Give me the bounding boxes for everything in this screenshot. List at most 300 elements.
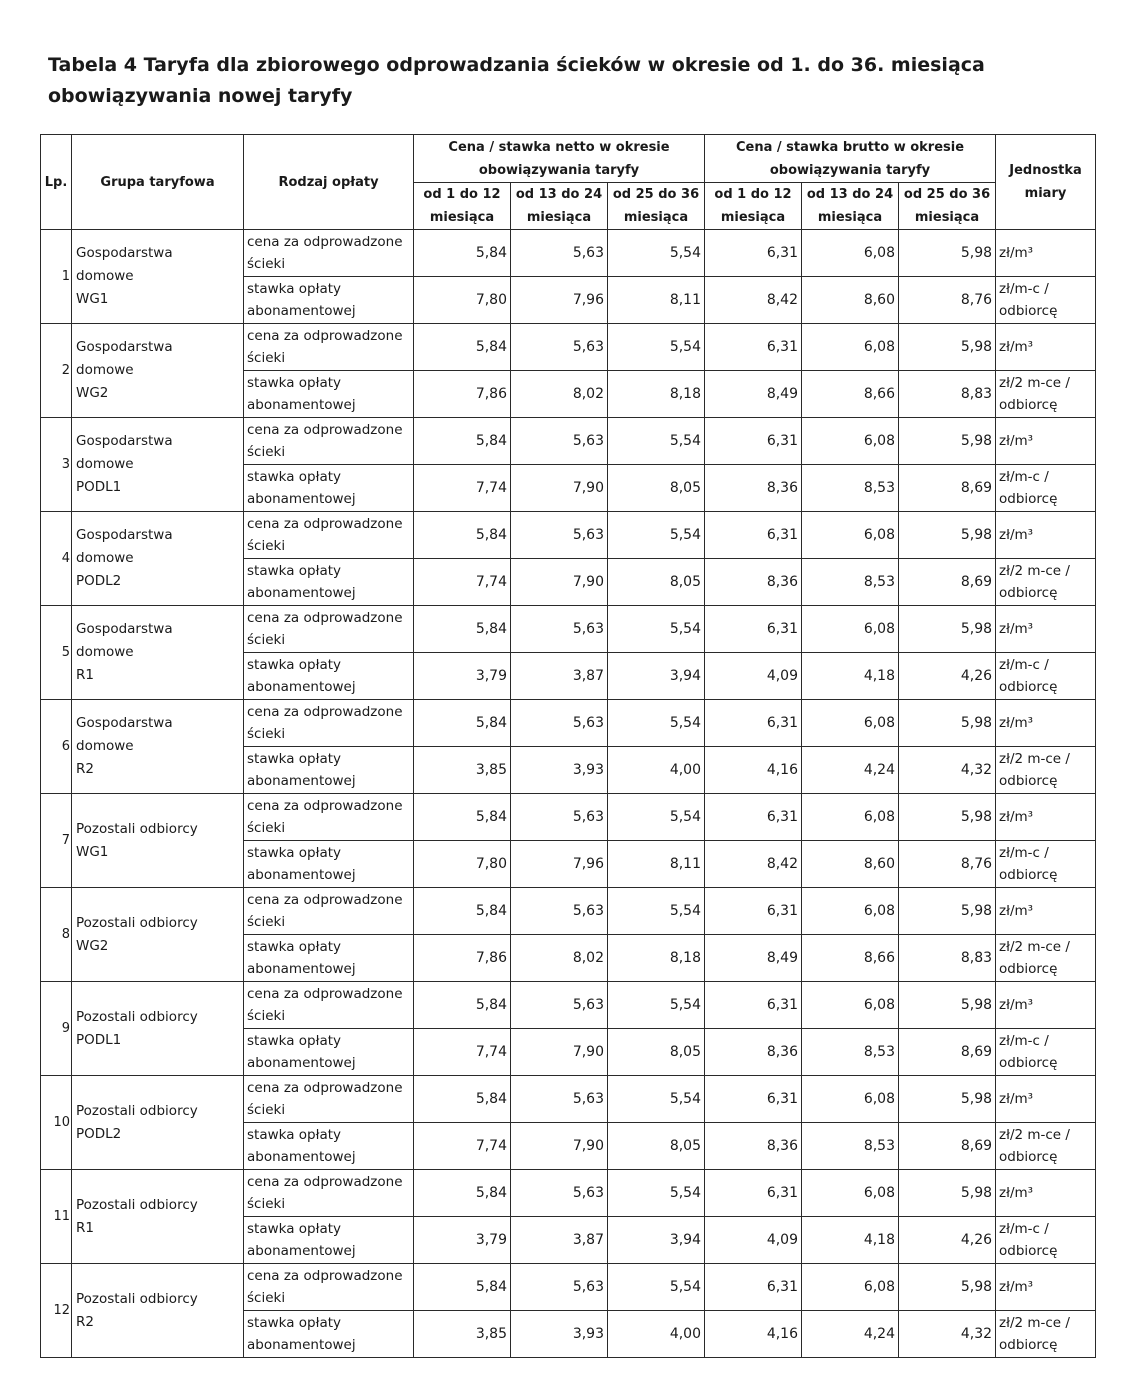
brutto-value: 6,31 — [705, 1076, 802, 1123]
netto-value: 5,63 — [511, 1264, 608, 1311]
unit-line: zł/m-c / — [999, 469, 1049, 485]
unit-line: odbiorcę — [999, 773, 1058, 789]
tariff-group — [72, 606, 244, 700]
brutto-value: 6,31 — [705, 888, 802, 935]
fee-type-line: cena za odprowadzone — [247, 234, 403, 250]
unit-line: zł/m³ — [999, 1091, 1034, 1107]
netto-value: 7,74 — [414, 465, 511, 512]
unit-line: odbiorcę — [999, 491, 1058, 507]
fee-type — [244, 888, 414, 935]
tariff-group-line: Gospodarstwa — [76, 621, 173, 637]
tariff-group-line: Pozostali odbiorcy — [76, 820, 198, 837]
unit-of-measure — [996, 1076, 1096, 1123]
fee-type-line: cena za odprowadzone — [247, 1080, 403, 1096]
netto-value: 5,84 — [414, 230, 511, 277]
tariff-group-line: R2 — [76, 761, 94, 777]
brutto-value: 6,08 — [802, 888, 899, 935]
unit-of-measure — [996, 512, 1096, 559]
brutto-value: 6,08 — [802, 230, 899, 277]
header-brutto-period-1: od 1 do 12 miesiąca — [705, 183, 802, 230]
unit-line: odbiorcę — [999, 867, 1058, 883]
brutto-value: 4,24 — [802, 747, 899, 794]
netto-value: 5,54 — [608, 700, 705, 747]
row-number: 2 — [41, 324, 72, 418]
netto-value: 8,05 — [608, 559, 705, 606]
tariff-group-line: domowe — [76, 362, 134, 378]
netto-value: 5,84 — [414, 700, 511, 747]
unit-of-measure — [996, 935, 1096, 982]
unit-line: zł/m-c / — [999, 1221, 1049, 1237]
brutto-value: 6,31 — [705, 1170, 802, 1217]
fee-type — [244, 371, 414, 418]
fee-type-line: stawka opłaty — [247, 375, 342, 391]
header-group: Grupa taryfowa — [72, 135, 244, 230]
netto-value: 5,54 — [608, 324, 705, 371]
netto-value: 5,54 — [608, 1264, 705, 1311]
row-number: 10 — [41, 1076, 72, 1170]
brutto-value: 6,31 — [705, 324, 802, 371]
netto-value: 8,18 — [608, 935, 705, 982]
table-row — [41, 1264, 1096, 1311]
fee-type — [244, 841, 414, 888]
tariff-group — [72, 1076, 244, 1170]
unit-of-measure — [996, 606, 1096, 653]
row-number: 6 — [41, 700, 72, 794]
brutto-value: 5,98 — [899, 888, 996, 935]
brutto-value: 8,76 — [899, 841, 996, 888]
header-brutto-period-3: od 25 do 36 miesiąca — [899, 183, 996, 230]
tariff-group — [72, 230, 244, 324]
tariff-group-line: Pozostali odbiorcy — [76, 1008, 198, 1025]
header-fee-type: Rodzaj opłaty — [244, 135, 414, 230]
row-number: 5 — [41, 606, 72, 700]
netto-value: 5,63 — [511, 982, 608, 1029]
brutto-value: 8,69 — [899, 1123, 996, 1170]
netto-value: 8,11 — [608, 277, 705, 324]
brutto-value: 6,08 — [802, 700, 899, 747]
netto-value: 7,90 — [511, 1029, 608, 1076]
unit-line: zł/m-c / — [999, 657, 1049, 673]
brutto-value: 8,60 — [802, 841, 899, 888]
unit-line: zł/m³ — [999, 245, 1034, 261]
unit-line: zł/m-c / — [999, 281, 1049, 297]
unit-line: odbiorcę — [999, 303, 1058, 319]
netto-value: 8,05 — [608, 1029, 705, 1076]
row-number: 12 — [41, 1264, 72, 1358]
brutto-value: 6,08 — [802, 606, 899, 653]
brutto-value: 6,08 — [802, 1170, 899, 1217]
netto-value: 7,86 — [414, 935, 511, 982]
brutto-value: 5,98 — [899, 700, 996, 747]
brutto-value: 5,98 — [899, 794, 996, 841]
tariff-group — [72, 418, 244, 512]
netto-value: 7,80 — [414, 841, 511, 888]
tariff-group-line: domowe — [76, 268, 134, 284]
netto-value: 5,63 — [511, 700, 608, 747]
fee-type — [244, 1123, 414, 1170]
row-number: 3 — [41, 418, 72, 512]
brutto-value: 8,36 — [705, 465, 802, 512]
brutto-value: 6,08 — [802, 512, 899, 559]
brutto-value: 5,98 — [899, 418, 996, 465]
unit-line: odbiorcę — [999, 1337, 1058, 1353]
unit-of-measure — [996, 841, 1096, 888]
netto-value: 5,63 — [511, 1076, 608, 1123]
fee-type-line: ścieki — [247, 444, 286, 460]
fee-type — [244, 1311, 414, 1358]
brutto-value: 8,53 — [802, 1123, 899, 1170]
fee-type-line: cena za odprowadzone — [247, 986, 403, 1002]
table-row — [41, 512, 1096, 559]
unit-of-measure — [996, 559, 1096, 606]
table-row — [41, 794, 1096, 841]
netto-value: 5,63 — [511, 606, 608, 653]
netto-value: 5,63 — [511, 324, 608, 371]
tariff-group-line: PODL1 — [76, 479, 122, 495]
brutto-value: 5,98 — [899, 324, 996, 371]
fee-type — [244, 1264, 414, 1311]
unit-of-measure — [996, 1029, 1096, 1076]
fee-type-line: stawka opłaty — [247, 657, 342, 673]
fee-type-line: ścieki — [247, 538, 286, 554]
fee-type — [244, 1029, 414, 1076]
fee-type-line: ścieki — [247, 914, 286, 930]
fee-type-line: cena za odprowadzone — [247, 422, 403, 438]
netto-value: 3,85 — [414, 1311, 511, 1358]
header-netto-period-1: od 1 do 12 miesiąca — [414, 183, 511, 230]
brutto-value: 8,83 — [899, 935, 996, 982]
netto-value: 3,93 — [511, 747, 608, 794]
netto-value: 3,87 — [511, 1217, 608, 1264]
netto-value: 5,54 — [608, 606, 705, 653]
brutto-value: 8,49 — [705, 935, 802, 982]
netto-value: 5,54 — [608, 512, 705, 559]
netto-value: 5,63 — [511, 1170, 608, 1217]
unit-of-measure — [996, 1170, 1096, 1217]
tariff-group-line: WG2 — [76, 385, 109, 401]
netto-value: 5,84 — [414, 1170, 511, 1217]
unit-line: zł/m³ — [999, 433, 1034, 449]
brutto-value: 6,31 — [705, 982, 802, 1029]
brutto-value: 8,42 — [705, 841, 802, 888]
unit-line: zł/m³ — [999, 997, 1034, 1013]
brutto-value: 8,36 — [705, 1029, 802, 1076]
unit-line: zł/2 m-ce / — [999, 563, 1070, 579]
unit-of-measure — [996, 1123, 1096, 1170]
tariff-group-line: PODL2 — [76, 1125, 122, 1142]
table-row — [41, 700, 1096, 747]
tariff-group-line: PODL2 — [76, 573, 122, 589]
netto-value: 3,94 — [608, 1217, 705, 1264]
unit-line: zł/2 m-ce / — [999, 375, 1070, 391]
fee-type-line: abonamentowej — [247, 303, 356, 319]
brutto-value: 5,98 — [899, 1170, 996, 1217]
unit-of-measure — [996, 465, 1096, 512]
netto-value: 8,11 — [608, 841, 705, 888]
netto-value: 5,63 — [511, 418, 608, 465]
unit-of-measure — [996, 418, 1096, 465]
fee-type — [244, 277, 414, 324]
unit-line: odbiorcę — [999, 679, 1058, 695]
brutto-value: 5,98 — [899, 982, 996, 1029]
fee-type-line: cena za odprowadzone — [247, 704, 403, 720]
netto-value: 3,93 — [511, 1311, 608, 1358]
fee-type-line: abonamentowej — [247, 491, 356, 507]
fee-type — [244, 1076, 414, 1123]
tariff-group-line: Gospodarstwa — [76, 339, 173, 355]
unit-line: zł/m³ — [999, 809, 1034, 825]
fee-type-line: cena za odprowadzone — [247, 892, 403, 908]
unit-of-measure — [996, 230, 1096, 277]
fee-type-line: ścieki — [247, 1196, 286, 1212]
brutto-value: 8,49 — [705, 371, 802, 418]
fee-type-line: cena za odprowadzone — [247, 1174, 403, 1190]
unit-line: zł/m-c / — [999, 1033, 1049, 1049]
netto-value: 3,94 — [608, 653, 705, 700]
brutto-value: 4,26 — [899, 653, 996, 700]
netto-value: 7,86 — [414, 371, 511, 418]
fee-type — [244, 559, 414, 606]
unit-of-measure — [996, 653, 1096, 700]
tariff-group-line: R2 — [76, 1313, 94, 1330]
tariff-group-line: Gospodarstwa — [76, 433, 173, 449]
fee-type-line: abonamentowej — [247, 679, 356, 695]
fee-type — [244, 700, 414, 747]
unit-line: zł/m³ — [999, 715, 1034, 731]
fee-type-line: stawka opłaty — [247, 939, 342, 955]
brutto-value: 5,98 — [899, 606, 996, 653]
fee-type-line: ścieki — [247, 632, 286, 648]
tariff-group-line: Pozostali odbiorcy — [76, 914, 198, 931]
netto-value: 5,84 — [414, 512, 511, 559]
row-number: 1 — [41, 230, 72, 324]
unit-line: zł/m-c / — [999, 845, 1049, 861]
netto-value: 5,84 — [414, 606, 511, 653]
unit-line: odbiorcę — [999, 961, 1058, 977]
tariff-group — [72, 700, 244, 794]
netto-value: 5,84 — [414, 794, 511, 841]
brutto-value: 4,16 — [705, 747, 802, 794]
brutto-value: 5,98 — [899, 512, 996, 559]
unit-line: odbiorcę — [999, 1149, 1058, 1165]
fee-type-line: ścieki — [247, 1290, 286, 1306]
brutto-value: 8,83 — [899, 371, 996, 418]
brutto-value: 6,31 — [705, 700, 802, 747]
fee-type-line: abonamentowej — [247, 773, 356, 789]
netto-value: 5,54 — [608, 1170, 705, 1217]
table-row — [41, 418, 1096, 465]
brutto-value: 4,18 — [802, 1217, 899, 1264]
fee-type-line: abonamentowej — [247, 1055, 356, 1071]
brutto-value: 4,16 — [705, 1311, 802, 1358]
netto-value: 8,05 — [608, 1123, 705, 1170]
fee-type-line: stawka opłaty — [247, 1033, 342, 1049]
brutto-value: 8,76 — [899, 277, 996, 324]
fee-type-line: stawka opłaty — [247, 1221, 342, 1237]
unit-line: zł/m³ — [999, 1279, 1034, 1295]
unit-line: zł/2 m-ce / — [999, 1315, 1070, 1331]
fee-type-line: abonamentowej — [247, 397, 356, 413]
brutto-value: 8,36 — [705, 559, 802, 606]
fee-type-line: ścieki — [247, 256, 286, 272]
fee-type-line: abonamentowej — [247, 1243, 356, 1259]
fee-type — [244, 465, 414, 512]
brutto-value: 4,18 — [802, 653, 899, 700]
brutto-value: 6,31 — [705, 230, 802, 277]
header-netto-period-2: od 13 do 24 miesiąca — [511, 183, 608, 230]
netto-value: 5,84 — [414, 1264, 511, 1311]
brutto-value: 8,53 — [802, 465, 899, 512]
tariff-group-line: domowe — [76, 456, 134, 472]
fee-type — [244, 230, 414, 277]
header-netto-period-3: od 25 do 36 miesiąca — [608, 183, 705, 230]
fee-type — [244, 982, 414, 1029]
fee-type — [244, 512, 414, 559]
netto-value: 7,74 — [414, 1123, 511, 1170]
netto-value: 5,54 — [608, 418, 705, 465]
netto-value: 8,02 — [511, 371, 608, 418]
brutto-value: 4,32 — [899, 747, 996, 794]
netto-value: 5,54 — [608, 1076, 705, 1123]
netto-value: 5,84 — [414, 418, 511, 465]
unit-line: odbiorcę — [999, 585, 1058, 601]
brutto-value: 6,08 — [802, 1076, 899, 1123]
fee-type — [244, 1217, 414, 1264]
fee-type-line: stawka opłaty — [247, 751, 342, 767]
tariff-group — [72, 324, 244, 418]
netto-value: 7,96 — [511, 841, 608, 888]
fee-type — [244, 418, 414, 465]
table-row — [41, 982, 1096, 1029]
fee-type-line: stawka opłaty — [247, 563, 342, 579]
table-row — [41, 606, 1096, 653]
netto-value: 7,90 — [511, 1123, 608, 1170]
fee-type-line: stawka opłaty — [247, 1127, 342, 1143]
tariff-group-line: WG1 — [76, 843, 109, 860]
tariff-group-line: R1 — [76, 1219, 94, 1236]
netto-value: 5,63 — [511, 794, 608, 841]
fee-type-line: cena za odprowadzone — [247, 798, 403, 814]
brutto-value: 4,09 — [705, 653, 802, 700]
netto-value: 3,85 — [414, 747, 511, 794]
table-row — [41, 888, 1096, 935]
brutto-value: 6,08 — [802, 1264, 899, 1311]
table-row — [41, 324, 1096, 371]
netto-value: 5,84 — [414, 888, 511, 935]
table-header — [41, 135, 1096, 230]
netto-value: 8,02 — [511, 935, 608, 982]
fee-type-line: cena za odprowadzone — [247, 516, 403, 532]
netto-value: 4,00 — [608, 747, 705, 794]
brutto-value: 6,31 — [705, 1264, 802, 1311]
netto-value: 5,63 — [511, 512, 608, 559]
fee-type-line: ścieki — [247, 726, 286, 742]
fee-type — [244, 794, 414, 841]
brutto-value: 8,36 — [705, 1123, 802, 1170]
brutto-value: 6,08 — [802, 794, 899, 841]
fee-type-line: ścieki — [247, 1008, 286, 1024]
brutto-value: 5,98 — [899, 230, 996, 277]
netto-value: 3,87 — [511, 653, 608, 700]
tariff-group — [72, 1264, 244, 1358]
fee-type — [244, 935, 414, 982]
unit-of-measure — [996, 888, 1096, 935]
header-brutto: Cena / stawka brutto w okresie obowiązywania taryfy — [705, 135, 996, 183]
tariff-group — [72, 512, 244, 606]
netto-value: 4,00 — [608, 1311, 705, 1358]
unit-line: odbiorcę — [999, 1055, 1058, 1071]
netto-value: 3,79 — [414, 653, 511, 700]
row-number: 8 — [41, 888, 72, 982]
brutto-value: 6,08 — [802, 418, 899, 465]
header-lp: Lp. — [41, 135, 72, 230]
brutto-value: 6,08 — [802, 982, 899, 1029]
brutto-value: 8,53 — [802, 559, 899, 606]
fee-type-line: ścieki — [247, 820, 286, 836]
netto-value: 5,84 — [414, 982, 511, 1029]
fee-type — [244, 747, 414, 794]
fee-type-line: ścieki — [247, 1102, 286, 1118]
tariff-group-line: WG1 — [76, 291, 109, 307]
brutto-value: 5,98 — [899, 1264, 996, 1311]
unit-of-measure — [996, 1311, 1096, 1358]
brutto-value: 8,60 — [802, 277, 899, 324]
tariff-group-line: domowe — [76, 644, 134, 660]
unit-of-measure — [996, 794, 1096, 841]
tariff-group-line: Gospodarstwa — [76, 245, 173, 261]
unit-line: odbiorcę — [999, 1243, 1058, 1259]
netto-value: 7,80 — [414, 277, 511, 324]
fee-type-line: cena za odprowadzone — [247, 610, 403, 626]
tariff-group — [72, 794, 244, 888]
unit-line: odbiorcę — [999, 397, 1058, 413]
fee-type-line: stawka opłaty — [247, 469, 342, 485]
tariff-group — [72, 888, 244, 982]
brutto-value: 6,31 — [705, 418, 802, 465]
tariff-group-line: Pozostali odbiorcy — [76, 1290, 198, 1307]
brutto-value: 8,53 — [802, 1029, 899, 1076]
document-title-line-2: obowiązywania nowej taryfy — [48, 85, 353, 107]
unit-of-measure — [996, 324, 1096, 371]
unit-line: zł/2 m-ce / — [999, 1127, 1070, 1143]
tariff-group-line: R1 — [76, 667, 94, 683]
fee-type — [244, 653, 414, 700]
tariff-group-line: WG2 — [76, 937, 109, 954]
fee-type-line: abonamentowej — [247, 961, 356, 977]
brutto-value: 6,08 — [802, 324, 899, 371]
table-body — [41, 230, 1096, 1358]
brutto-value: 8,69 — [899, 1029, 996, 1076]
unit-of-measure — [996, 1217, 1096, 1264]
netto-value: 5,54 — [608, 982, 705, 1029]
unit-line: zł/m³ — [999, 903, 1034, 919]
tariff-group-line: Gospodarstwa — [76, 715, 173, 731]
fee-type-line: abonamentowej — [247, 585, 356, 601]
tariff-group-line: domowe — [76, 738, 134, 754]
netto-value: 5,54 — [608, 230, 705, 277]
tariff-group-line: Pozostali odbiorcy — [76, 1102, 198, 1119]
tariff-group-line: domowe — [76, 550, 134, 566]
netto-value: 7,96 — [511, 277, 608, 324]
fee-type-line: stawka opłaty — [247, 1315, 342, 1331]
netto-value: 5,84 — [414, 1076, 511, 1123]
unit-of-measure — [996, 747, 1096, 794]
brutto-value: 4,26 — [899, 1217, 996, 1264]
netto-value: 5,54 — [608, 794, 705, 841]
brutto-value: 4,24 — [802, 1311, 899, 1358]
fee-type — [244, 606, 414, 653]
netto-value: 5,63 — [511, 230, 608, 277]
